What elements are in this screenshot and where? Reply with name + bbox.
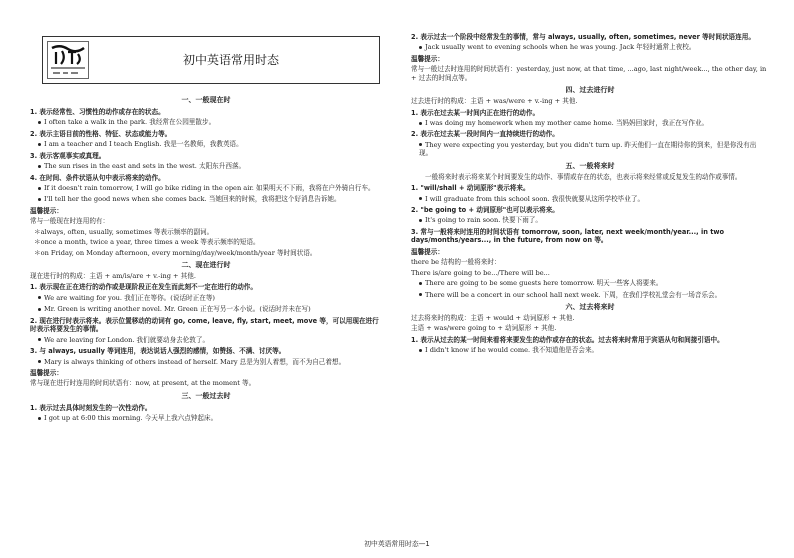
example: The sun rises in the east and sets in the west. 太阳东升西落。 [30,162,382,170]
example: There are going to be some guests here tomorrow. 明天一些客人将要来。 [411,279,769,287]
tip-line: 常与现在进行时连用的时间状语有：now, at present, at the moment 等。 [30,379,256,388]
section-title: 一、一般现在时 [181,96,231,104]
rule: 1. 表示现在正在进行的动作或是现阶段正在发生而此刻不一定在进行的动作。 [30,283,257,292]
form-line: 现在进行时的构成：主语 + am/is/are + v.-ing + 其他. [30,272,196,281]
example: Jack usually went to evening schools when he was young. Jack 年轻时通常上夜校。 [411,43,769,51]
rule: 1. 表示经常性、习惯性的动作或存在的状态。 [30,107,165,116]
tip-heading: 温馨提示： [30,206,63,215]
rule: 1. "will/shall + 动词原形"表示将来。 [411,184,530,193]
section-title: 二、现在进行时 [181,261,231,270]
example: I will graduate from this school soon. 我很快就要从这所学校毕业了。 [411,195,769,203]
tip-heading: 温馨提示： [411,54,444,63]
example: I was doing my homework when my mother came home. 当妈妈回家时，我正在写作业。 [411,119,769,127]
tip-line: 常与一般现在时连用的有： [30,217,110,226]
example: I got up at 6:00 this morning. 今天早上我六点钟起床。 [30,414,382,422]
tip-line: ＊once a month, twice a year, three times a week 等表示频率的短语。 [34,238,260,247]
rule: 2. 现在进行时表示将来。表示位置移动的动词有 go, come, leave, fly, start, meet, move 等，可以用现在进行时表示将要发生的事情。 [30,316,379,334]
example: We are waiting for you. 我们正在等你。(说话时正在等) [30,294,382,302]
example: If it doesn't rain tomorrow, I will go bike riding in the open air. 如果明天不下雨，我将在户外骑自行车。 [30,184,382,192]
logo [47,41,89,79]
example: There will be a concert in our school hall next week. 下周，在我们学校礼堂会有一场音乐会。 [411,291,769,299]
example: Mr. Green is writing another novel. Mr. Green 正在写另一本小说。(说话时并未在写) [30,305,382,313]
rule: 3. 与 always, usually 等词连用，表达说话人强烈的感情，如赞扬、不满、讨厌等。 [30,347,286,356]
example: I am a teacher and I teach English. 我是一名教师，我教英语。 [30,140,382,148]
tip-line: 常与一般过去时连用的时间状语有：yesterday, just now, at that time, ...ago, last night/week..., the other day, in + 过去的时间点等。 [411,65,767,82]
rule: 1. 表示过去具体时刻发生的一次性动作。 [30,403,152,412]
left-column [30,92,382,426]
rule: 1. 表示从过去的某一时间来看将来要发生的动作或存在的状态。过去将来时常用于宾语从句和间接引语中。 [411,335,724,344]
example: I'll tell her the good news when she comes back. 当她回来的时候，我将把这个好消息告诉她。 [30,195,382,203]
form-line: 过去进行时的构成：主语 + was/were + v.-ing + 其他. [411,97,578,106]
section-title: 四、过去进行时 [565,86,615,95]
section-title: 五、一般将来时 [565,161,615,170]
example: Mary is always thinking of others instead of herself. Mary 总是为别人着想，而不为自己着想。 [30,358,382,366]
rule: 2. 表示主语目前的性格、特征、状态或能力等。 [30,129,172,138]
form-line: 主语 + was/were going to + 动词原形 + 其他. [411,324,557,333]
section-title: 三、一般过去时 [181,391,231,400]
tip-line: there be 结构的一般将来时： [411,258,501,267]
rule: 2. 表示在过去某一段时间内一直持续进行的动作。 [411,130,559,139]
form-line: 过去将来时的构成：主语 + would + 动词原形 + 其他. [411,313,575,322]
right-column [411,30,769,358]
rule: 4. 在时间、条件状语从句中表示将来的动作。 [30,173,165,182]
brush-logo-icon [48,42,88,78]
example: It's going to rain soon. 快要下雨了。 [411,216,769,224]
tip-line: ＊always, often, usually, sometimes 等表示频率的副词。 [34,227,214,236]
intro-paragraph: 一般将来时表示将来某个时间要发生的动作、事情或存在的状态，也表示将来经常或反复发生的动作或事情。 [425,172,742,181]
rule: 2. "be going to + 动词原形"也可以表示将来。 [411,206,559,215]
title-box [42,36,380,84]
example: I didn't know if he would come. 我不知道他是否会来。 [411,346,769,354]
document-title: 初中英语常用时态 [183,53,280,67]
rule: 3. 表示客观事实或真理。 [30,151,106,160]
tip-heading: 温馨提示： [411,247,444,256]
tip-heading: 温馨提示： [30,368,63,377]
tip-line: There is/are going to be.../There will be... [411,268,550,277]
section-title: 六、过去将来时 [565,302,615,311]
example: I often take a walk in the park. 我经常在公园里散步。 [30,118,382,126]
tip-line: ＊on Friday, on Monday afternoon, every morning/day/week/month/year 等时间状语。 [34,248,317,257]
example: We are leaving for London. 我们就要动身去伦敦了。 [30,336,382,344]
rule: 2. 表示过去一个阶段中经常发生的事情，常与 always, usually, often, sometimes, never 等时间状语连用。 [411,33,755,41]
example: They were expecting you yesterday, but you didn't turn up. 昨天他们一直在期待你的到来，但是你没有出现。 [419,140,757,158]
page-footer: 初中英语常用时态—1 [364,540,430,548]
rule: 3. 常与一般将来时连用的时间状语有 tomorrow, soon, later, next week/month/year..., in two days/months/years..., in the future, from now on 等。 [411,227,724,245]
rule: 1. 表示在过去某一时间内正在进行的动作。 [411,108,540,117]
